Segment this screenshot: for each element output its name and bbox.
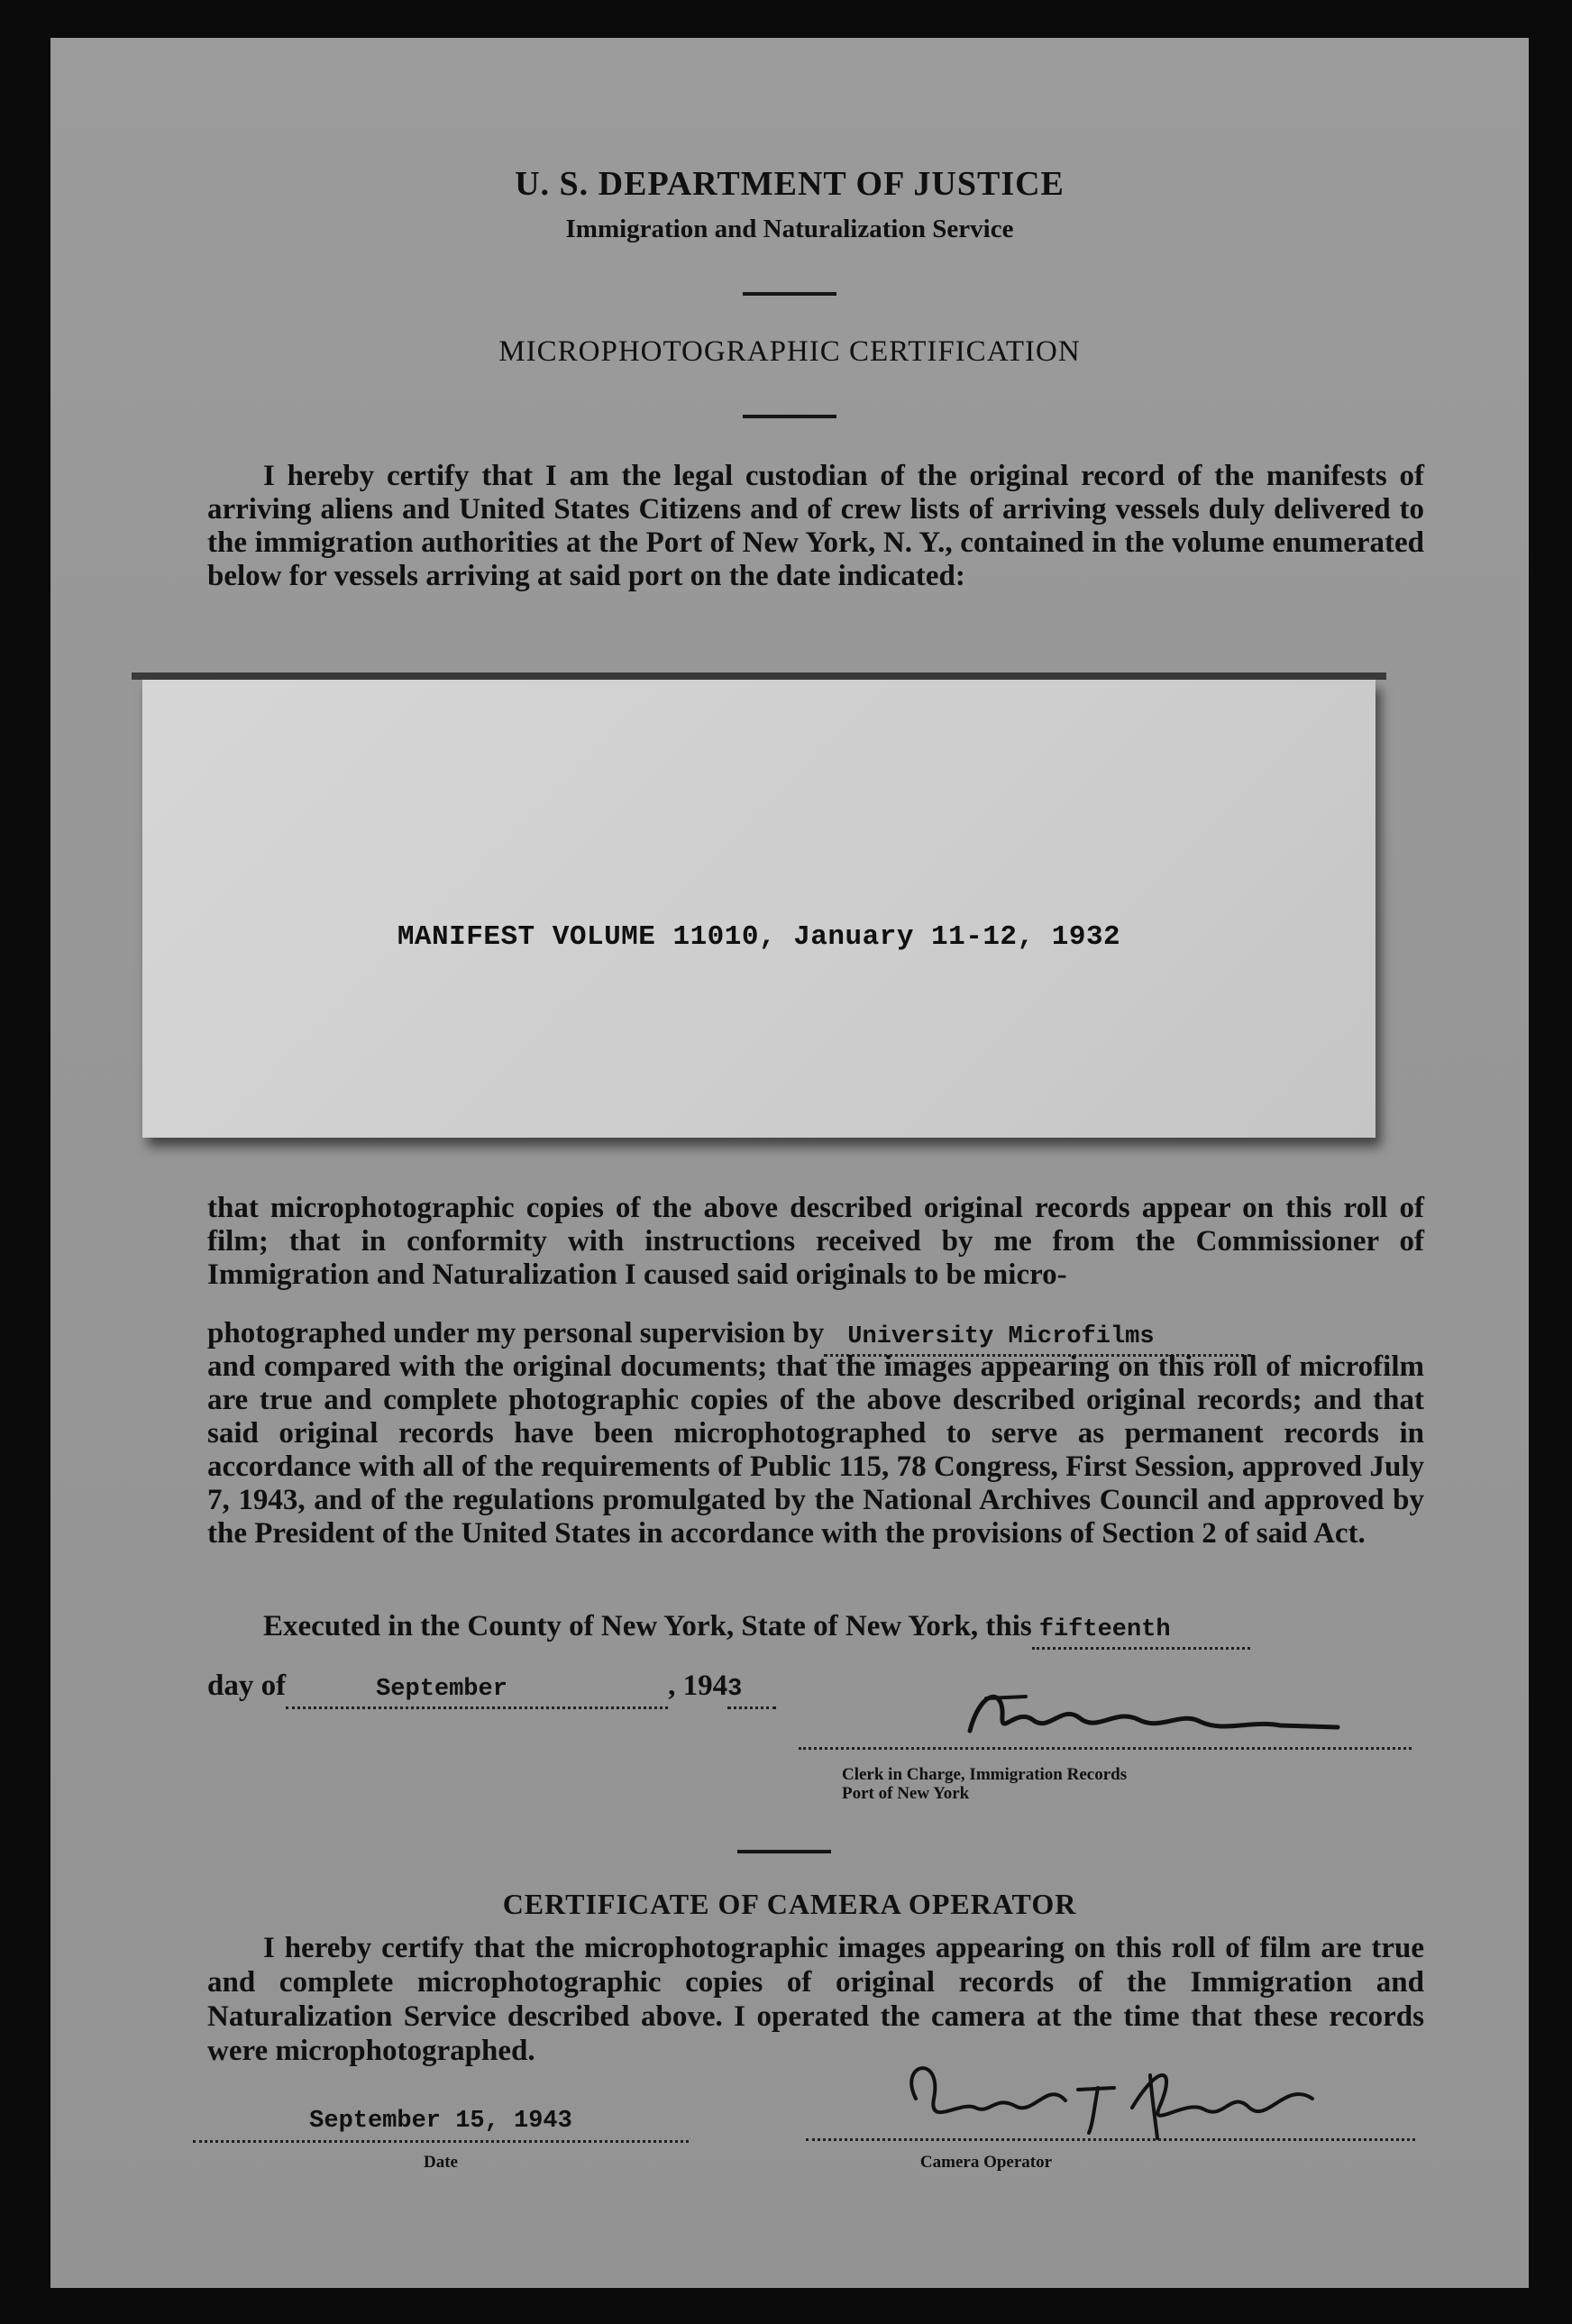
year-fill	[727, 1670, 776, 1709]
volume-slip	[142, 680, 1376, 1138]
execution-line	[263, 1610, 1426, 1650]
certification-title: MICROPHOTOGRAPHIC CERTIFICATION	[498, 335, 1081, 368]
camera-certificate-title: CERTIFICATE OF CAMERA OPERATOR	[502, 1888, 1077, 1920]
execution-day-value: fifteenth	[1038, 1616, 1171, 1643]
body-paragraph-2: and compared with the original documents; that the images appearing on this roll of microfilm are true and complete photographic copies of the above described original records; and that said original records have been microphotographed to serve as permanent records in accordance with all of the requirements of Public 115, 78 Congress, First Session, approved July 7, 1943, and of the regulations promulgated by the National Archives Council and approved by the President of the United States in accordance with the provisions of Section 2 of said Act.	[207, 1350, 1424, 1550]
body-paragraph-1: that microphotographic copies of the above described original records appear on this roll of film; that in conformity with instructions received by me from the Commissioner of Immigration and Naturalization I caused said originals to be micro-	[207, 1192, 1424, 1291]
clerk-title	[842, 1765, 1127, 1803]
date-label: Date	[424, 2153, 458, 2172]
month-value: September	[376, 1676, 507, 1703]
department-heading: U. S. DEPARTMENT OF JUSTICE	[515, 165, 1065, 203]
year-digit-value: 3	[727, 1676, 743, 1703]
month-fill	[286, 1670, 668, 1709]
certificate-sheet	[50, 38, 1529, 2288]
volume-slip-text: MANIFEST VOLUME 11010, January 11-12, 1932	[397, 921, 1121, 953]
slip-shadow-edge	[132, 672, 1386, 680]
day-of-label: day of	[207, 1670, 287, 1702]
clerk-signature-line	[799, 1747, 1412, 1750]
camera-operator-label: Camera Operator	[919, 2153, 1053, 2172]
clerk-title-line-2: Port of New York	[842, 1784, 970, 1803]
intro-paragraph: I hereby certify that I am the legal custodian of the original record of the manifests of arriving aliens and United States Citizens and of crew lists of arriving vessels duly delivered to the immigration authorities at the Port of New York, N. Y., contained in the volume enumerated below for vessels arriving at said port on the date indicated:	[207, 460, 1424, 592]
operator-signature-line	[806, 2138, 1415, 2141]
year-prefix: , 194	[668, 1670, 728, 1702]
service-subheading: Immigration and Naturalization Service	[565, 215, 1014, 243]
divider	[737, 1850, 831, 1853]
clerk-title-line-1: Clerk in Charge, Immigration Records	[842, 1765, 1128, 1784]
day-of-line	[207, 1670, 776, 1709]
divider	[743, 292, 836, 296]
supervision-prefix: photographed under my personal supervision by	[207, 1317, 825, 1350]
execution-prefix: Executed in the County of New York, State of New York, this	[263, 1610, 1032, 1642]
date-value: September 15, 1943	[309, 2108, 572, 2135]
operator-signature	[889, 2045, 1339, 2144]
execution-day-fill	[1032, 1610, 1250, 1650]
camera-certificate-text: I hereby certify that the microphotographic images appearing on this roll of film are true and complete microphotographic copies of original records of the Immigration and Naturalization Service described above. I operated the camera at the time that these records were microphotographed.	[207, 1932, 1424, 2067]
date-line	[193, 2108, 689, 2143]
clerk-signature	[963, 1680, 1359, 1752]
supervision-by-value: University Microfilms	[847, 1323, 1155, 1350]
divider	[743, 415, 836, 418]
